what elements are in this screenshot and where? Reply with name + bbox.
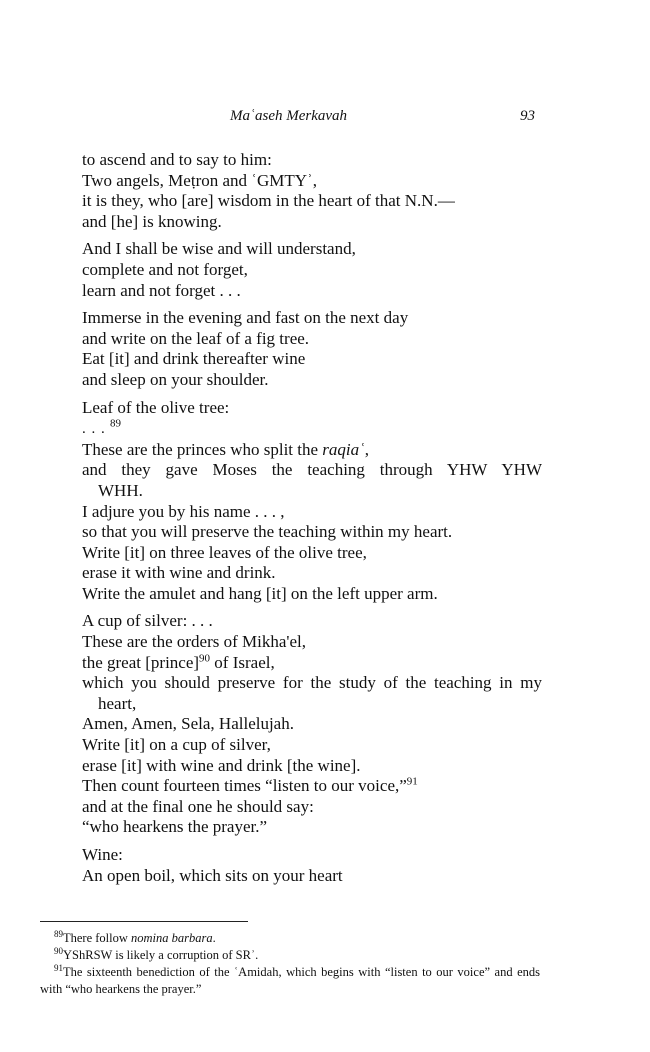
footnote-number: 89 [54,928,63,939]
text-line: Wine: [82,845,123,864]
text-line [82,171,542,192]
footnote-text: There follow [63,931,132,945]
footnote-italic: nomina barbara [131,931,213,945]
text-line [82,440,542,461]
ellipsis: . . . [82,421,106,438]
footnote-text: YShRSW is likely a corruption of SRʾ. [63,948,259,962]
text-line: and write on the leaf of a fig tree. [82,328,310,348]
stanza-3 [82,308,542,390]
page-number: 93 [520,108,535,124]
text-line: I adjure you by his name . . . , [82,501,285,521]
text-span: Then count fourteen times “listen to our voice,” [82,776,407,796]
text-line: it is they, who [are] wisdom in the heart of that N.N.— [82,191,455,211]
stanza-1 [82,150,542,232]
text-span: ron and [195,170,252,190]
text-span: Two angels, Me [82,170,191,190]
text-line: Write the amulet and hang [it] on the left upper arm. [82,583,438,603]
running-title-part: Ma [230,108,250,124]
text-span: These are the princes who split the [82,439,323,459]
text-line: so that you will preserve the teaching within my heart. [82,522,453,542]
footnote-ref: 90 [199,652,211,664]
text-line: A cup of silver: . . . [82,611,213,631]
text-line: which you should preserve for the study of the teaching in my [82,673,542,693]
footnote-90 [40,947,540,964]
footnote-ref: 91 [406,775,418,788]
footnote-number: 91 [54,962,63,973]
footnote-divider [40,921,248,922]
text-line [82,418,542,440]
text-line: learn and not forget . . . [82,280,241,300]
text-line: and they gave Moses the teaching through YHW YHW [82,460,542,480]
text-line: Write [it] on three leaves of the olive tree, [82,542,367,562]
text-span: of Israel, [210,652,275,672]
text-line [82,776,542,797]
running-header [0,108,650,130]
text-line: Write [it] on a cup of silver, [82,735,271,755]
stanza-6 [82,845,542,886]
footnotes [40,930,540,998]
text-line: complete and not forget, [82,259,248,279]
text-line: and [he] is knowing. [82,211,222,231]
stanza-2 [82,239,542,301]
running-title [230,108,347,125]
text-line: “who hearkens the prayer.” [82,817,268,837]
text-line: These are the orders of Mikha'el, [82,632,306,652]
running-title-ayin: ʿ [250,108,255,124]
footnote-text: The sixteenth benediction of the ʿAmidah, which begins with “listen to our voice” and ends with “who hearkens the prayer.” [40,965,540,996]
text-line: erase it with wine and drink. [82,563,276,583]
italic-term: raqiaʿ [322,439,365,459]
stanza-4 [82,398,542,605]
footnote-89 [40,930,540,947]
text-line: Immerse in the evening and fast on the next day [82,308,409,328]
text-span: ṭ [190,170,196,190]
text-line: Amen, Amen, Sela, Hallelujah. [82,714,294,734]
text-line: erase [it] with wine and drink [the wine]. [82,755,361,775]
text-line-continuation: heart, [98,693,137,713]
footnote-91 [40,964,540,998]
text-span: , [312,170,317,190]
text-line [82,653,542,674]
running-title-part: aseh Merkavah [255,108,348,124]
footnote-ref: 89 [110,417,121,430]
stanza-5 [82,611,542,838]
text-span: ʿ [251,170,257,190]
main-text [82,150,542,893]
footnote-text: . [212,931,216,945]
text-line: Leaf of the olive tree: [82,397,230,417]
text-line: to ascend and to say to him: [82,150,272,169]
text-line: Eat [it] and drink thereafter wine [82,349,306,369]
text-span: , [364,439,370,459]
text-line: An open boil, which sits on your heart [82,865,343,885]
text-span: ʾ [307,170,313,190]
text-line: and at the final one he should say: [82,796,314,816]
footnote-number: 90 [54,945,63,956]
text-line: and sleep on your shoulder. [82,369,269,389]
text-line: And I shall be wise and will understand, [82,239,356,259]
text-line-continuation: WHH. [98,480,143,500]
text-span: GMTY [256,170,308,190]
text-span: the great [prince] [82,652,200,672]
